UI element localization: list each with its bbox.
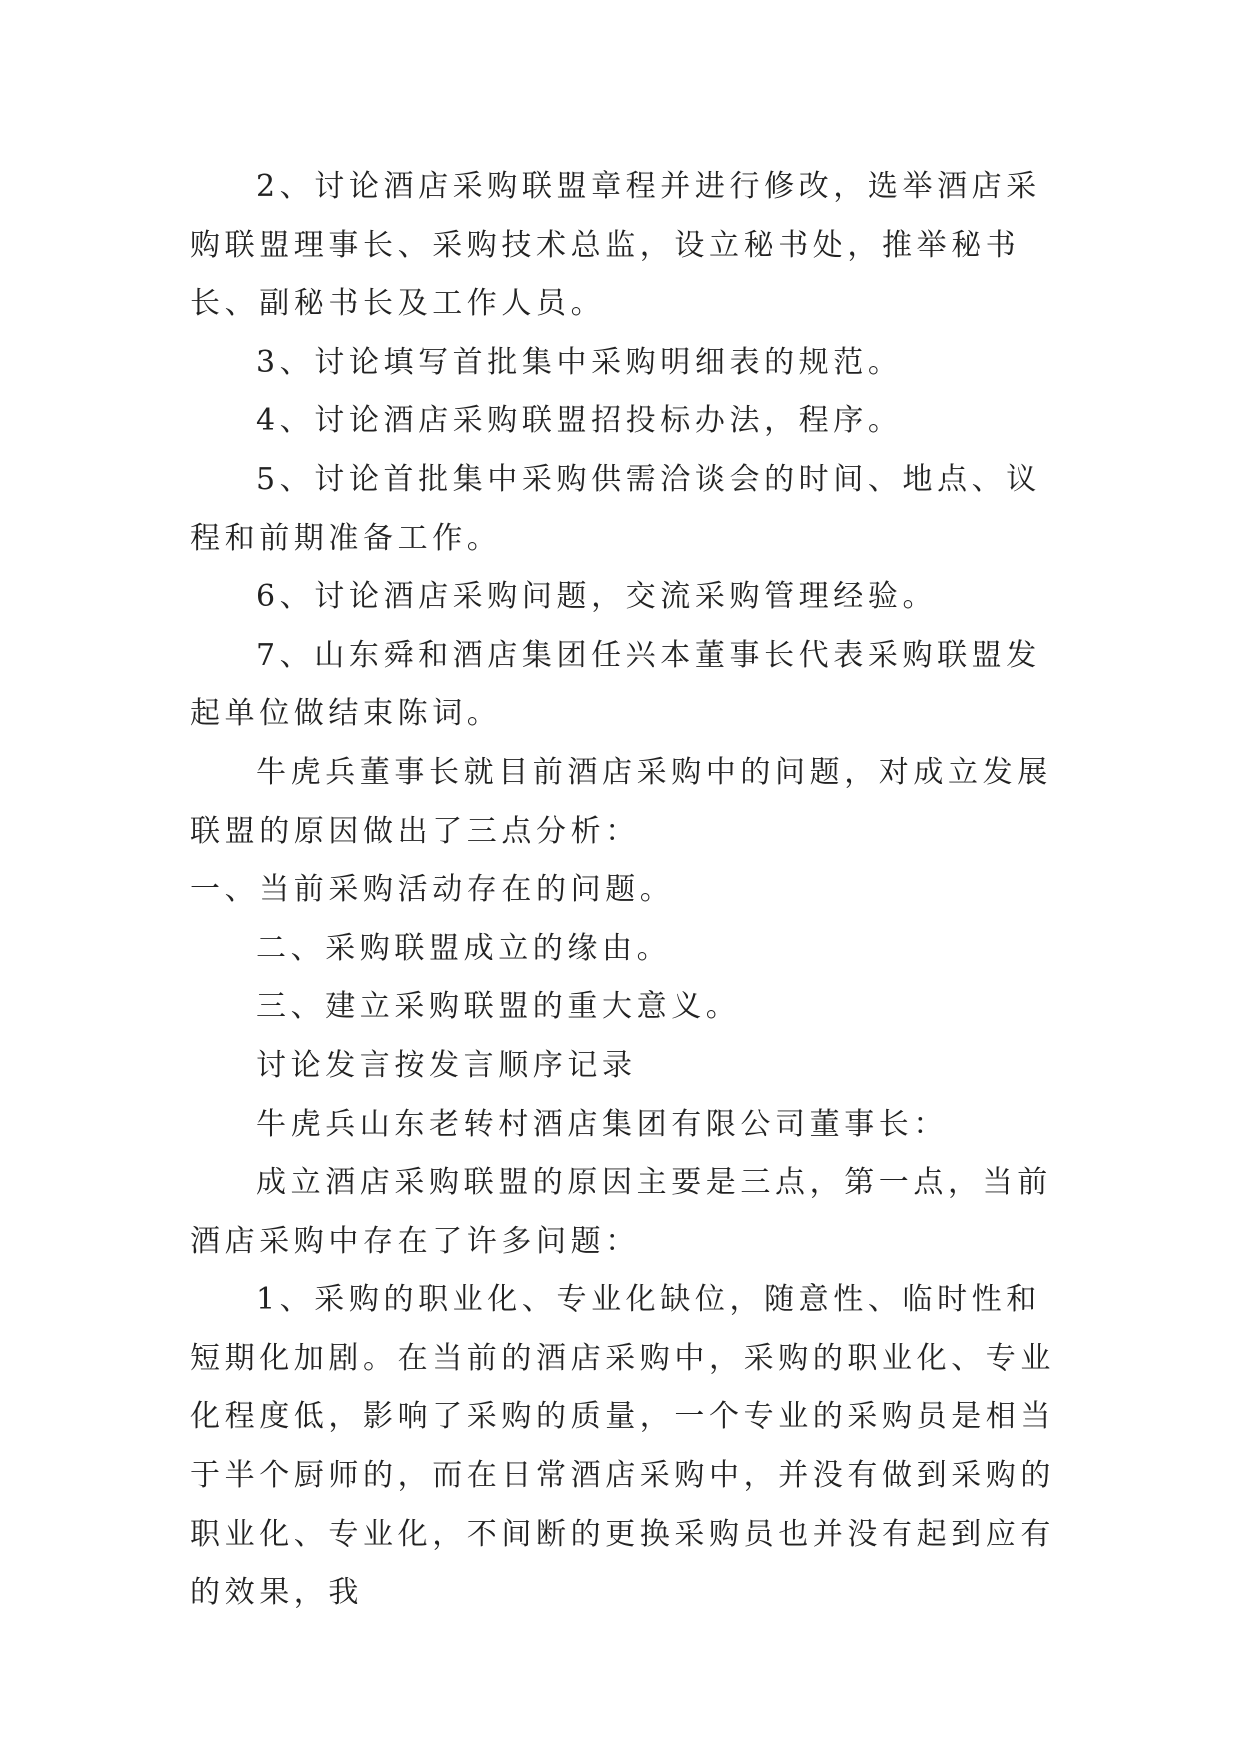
paragraph-point-1: 一、当前采购活动存在的问题。 [190,872,675,908]
paragraph-agenda-7: 7、山东舜和酒店集团任兴本董事长代表采购联盟发起单位做结束陈词。 [190,637,1041,732]
paragraph-record-note: 讨论发言按发言顺序记录 [256,1047,637,1083]
paragraph-agenda-2: 2、讨论酒店采购联盟章程并进行修改，选举酒店采购联盟理事长、采购技术总监，设立秘书处，推举秘书长、副秘书长及工作人员。 [190,169,1041,322]
paragraph-point-2: 二、采购联盟成立的缘由。 [256,930,672,966]
paragraph-speaker: 牛虎兵山东老转村酒店集团有限公司董事长： [256,1106,948,1142]
paragraph-agenda-6: 6、讨论酒店采购问题，交流采购管理经验。 [256,579,938,615]
paragraph-agenda-4: 4、讨论酒店采购联盟招投标办法，程序。 [256,403,903,439]
paragraph-reasons-intro: 成立酒店采购联盟的原因主要是三点，第一点，当前酒店采购中存在了许多问题： [190,1165,1052,1259]
paragraph-agenda-3: 3、讨论填写首批集中采购明细表的规范。 [256,344,903,380]
paragraph-analysis-intro: 牛虎兵董事长就目前酒店采购中的问题，对成立发展联盟的原因做出了三点分析： [190,754,1052,849]
paragraph-point-3: 三、建立采购联盟的重大意义。 [256,989,741,1025]
paragraph-agenda-5: 5、讨论首批集中采购供需洽谈会的时间、地点、议程和前期准备工作。 [190,461,1041,556]
document-body [190,158,1060,1623]
paragraph-issue-1: 1、采购的职业化、专业化缺位，随意性、临时性和短期化加剧。在当前的酒店采购中，采购的职业化、专业化程度低，影响了采购的质量，一个专业的采购员是相当于半个厨师的，而在日常酒店采购中，并没有做到采购的职业化、专业化，不间断的更换采购员也并没有起到应有的效果，我 [190,1282,1055,1611]
